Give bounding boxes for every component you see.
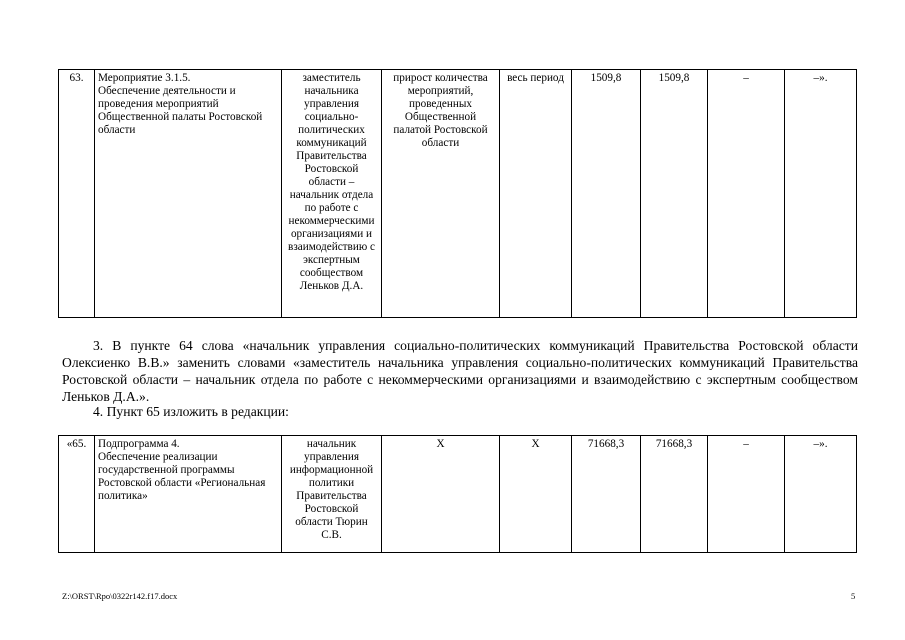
- row-number: «65.: [59, 436, 95, 553]
- implementation-period: весь период: [500, 70, 572, 318]
- value-regional: 71668,3: [641, 436, 708, 553]
- page-number: 5: [851, 591, 856, 601]
- footer-file-path: Z:\ORST\Rpo\0322r142.f17.docx: [62, 591, 178, 601]
- implementation-period: Х: [500, 436, 572, 553]
- expected-result: Х: [382, 436, 500, 553]
- table-row: [59, 436, 857, 553]
- table-item-65: [58, 435, 857, 553]
- responsible-executor: начальник управления информационной политики Правительства Ростовской области Тюрин С.В.: [282, 436, 382, 553]
- responsible-executor: заместитель начальника управления социально-политических коммуникаций Правительства Ростовской области – начальник отдела по работе с некоммерческими организациями и взаимодействию с экспертным сообществом Леньков Д.А.: [282, 70, 382, 318]
- value-other: –».: [785, 70, 857, 318]
- table-measure-63: [58, 69, 857, 318]
- expected-result: прирост количества мероприятий, проведенных Общественной палатой Ростовской области: [382, 70, 500, 318]
- value-other: –».: [785, 436, 857, 553]
- value-total: 1509,8: [572, 70, 641, 318]
- value-total: 71668,3: [572, 436, 641, 553]
- measure-name: Мероприятие 3.1.5. Обеспечение деятельности и проведения мероприятий Общественной палаты Ростовской области: [95, 70, 282, 318]
- paragraph-3: 3. В пункте 64 слова «начальник управления социально-политических коммуникаций Правительства Ростовской области Олексиенко В.В.» заменить словами «заместитель начальника управления социально-политических коммуникаций Правительства Ростовской области – начальник отдела по работе с некоммерческими организациями и взаимодействию с экспертным сообществом Леньков Д.А.».: [62, 338, 858, 404]
- row-number: 63.: [59, 70, 95, 318]
- value-federal: –: [708, 436, 785, 553]
- subprogram-name: Подпрограмма 4. Обеспечение реализации государственной программы Ростовской области «Региональная политика»: [95, 436, 282, 553]
- table-row: [59, 70, 857, 318]
- value-federal: –: [708, 70, 785, 318]
- paragraph-4: 4. Пункт 65 изложить в редакции:: [93, 404, 289, 419]
- value-regional: 1509,8: [641, 70, 708, 318]
